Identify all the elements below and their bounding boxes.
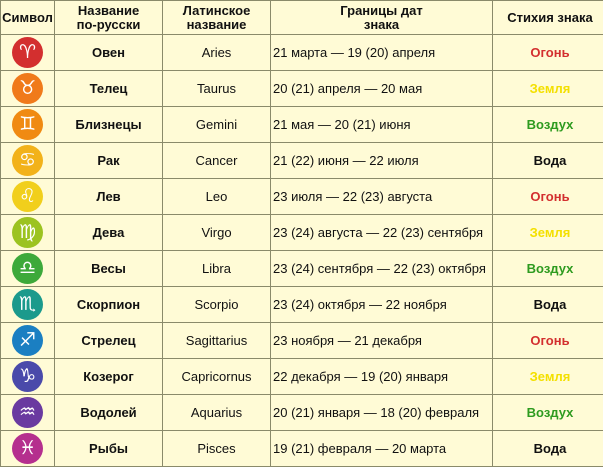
name-lat-cell: Scorpio [163,287,271,323]
header-row [1,1,603,35]
name-ru-cell: Рак [55,143,163,179]
name-lat-cell: Taurus [163,71,271,107]
dates-cell: 23 (24) сентября — 22 (23) октября [271,251,493,287]
name-ru-cell: Близнецы [55,107,163,143]
dates-cell: 23 июля — 22 (23) августа [271,179,493,215]
symbol-cell [1,431,55,467]
symbol-cell [1,251,55,287]
name-ru-cell: Лев [55,179,163,215]
aries-icon: ♈ [12,37,43,68]
element-cell: Вода [493,143,603,179]
table-row [1,395,603,431]
dates-cell: 22 декабря — 19 (20) января [271,359,493,395]
capricorn-icon: ♑ [12,361,43,392]
table-row [1,71,603,107]
symbol-cell [1,215,55,251]
symbol-cell [1,35,55,71]
element-cell: Огонь [493,323,603,359]
element-cell: Земля [493,215,603,251]
element-cell: Вода [493,287,603,323]
symbol-cell [1,395,55,431]
symbol-cell [1,143,55,179]
name-lat-cell: Aries [163,35,271,71]
scorpio-icon: ♏ [12,289,43,320]
dates-cell: 19 (21) февраля — 20 марта [271,431,493,467]
element-cell: Огонь [493,179,603,215]
symbol-cell [1,179,55,215]
table-row [1,323,603,359]
name-lat-cell: Pisces [163,431,271,467]
aquarius-icon: ♒ [12,397,43,428]
name-ru-cell: Овен [55,35,163,71]
element-cell: Земля [493,71,603,107]
symbol-cell [1,359,55,395]
table-row [1,215,603,251]
header-symbol: Символ [1,1,55,35]
name-ru-cell: Дева [55,215,163,251]
table-row [1,143,603,179]
element-cell: Воздух [493,251,603,287]
symbol-cell [1,107,55,143]
name-ru-cell: Водолей [55,395,163,431]
table-row [1,359,603,395]
dates-cell: 20 (21) января — 18 (20) февраля [271,395,493,431]
cancer-icon: ♋ [12,145,43,176]
name-ru-cell: Козерог [55,359,163,395]
dates-cell: 23 (24) октября — 22 ноября [271,287,493,323]
virgo-icon: ♍ [12,217,43,248]
dates-cell: 23 ноября — 21 декабря [271,323,493,359]
element-cell: Вода [493,431,603,467]
pisces-icon: ♓ [12,433,43,464]
table-row [1,431,603,467]
name-ru-cell: Стрелец [55,323,163,359]
table-row [1,179,603,215]
table-row [1,251,603,287]
name-lat-cell: Virgo [163,215,271,251]
sagittarius-icon: ♐ [12,325,43,356]
table-row [1,35,603,71]
name-ru-cell: Телец [55,71,163,107]
libra-icon: ♎ [12,253,43,284]
header-name-lat: Латинское название [163,1,271,35]
name-ru-cell: Рыбы [55,431,163,467]
name-lat-cell: Sagittarius [163,323,271,359]
table-row [1,107,603,143]
dates-cell: 21 марта — 19 (20) апреля [271,35,493,71]
header-dates: Границы дат знака [271,1,493,35]
symbol-cell [1,323,55,359]
leo-icon: ♌ [12,181,43,212]
name-ru-cell: Скорпион [55,287,163,323]
symbol-cell [1,287,55,323]
header-name-ru: Название по-русски [55,1,163,35]
element-cell: Воздух [493,107,603,143]
name-lat-cell: Aquarius [163,395,271,431]
name-lat-cell: Leo [163,179,271,215]
taurus-icon: ♉ [12,73,43,104]
dates-cell: 21 мая — 20 (21) июня [271,107,493,143]
element-cell: Огонь [493,35,603,71]
dates-cell: 20 (21) апреля — 20 мая [271,71,493,107]
element-cell: Воздух [493,395,603,431]
table-row [1,287,603,323]
dates-cell: 21 (22) июня — 22 июля [271,143,493,179]
name-lat-cell: Gemini [163,107,271,143]
name-lat-cell: Capricornus [163,359,271,395]
header-element: Стихия знака [493,1,603,35]
dates-cell: 23 (24) августа — 22 (23) сентября [271,215,493,251]
name-lat-cell: Libra [163,251,271,287]
name-lat-cell: Cancer [163,143,271,179]
gemini-icon: ♊ [12,109,43,140]
symbol-cell [1,71,55,107]
name-ru-cell: Весы [55,251,163,287]
element-cell: Земля [493,359,603,395]
